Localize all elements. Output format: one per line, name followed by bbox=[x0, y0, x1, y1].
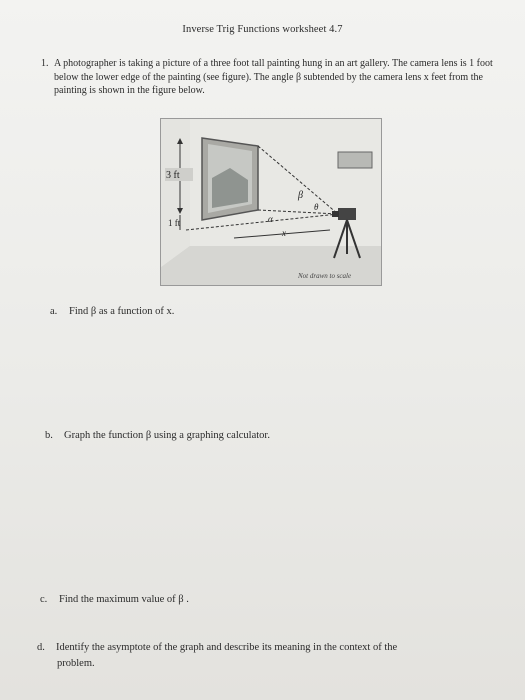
alpha-label: α bbox=[268, 214, 273, 224]
question-b-letter: b. bbox=[45, 430, 53, 441]
lens-offset-label: 1 ft bbox=[168, 218, 181, 228]
question-d-text-continued: problem. bbox=[57, 658, 95, 669]
worksheet-title: Inverse Trig Functions worksheet 4.7 bbox=[182, 24, 343, 35]
small-painting bbox=[338, 152, 372, 168]
scale-note: Not drawn to scale bbox=[298, 272, 352, 280]
question-b bbox=[45, 430, 270, 441]
question-d-text: Identify the asymptote of the graph and describe its meaning in the context of the bbox=[56, 642, 398, 653]
question-a bbox=[50, 306, 174, 317]
question-d-letter: d. bbox=[37, 642, 45, 653]
problem-1 bbox=[41, 57, 494, 98]
gallery-floor bbox=[160, 246, 382, 286]
distance-label: x bbox=[282, 228, 286, 238]
theta-label: θ bbox=[314, 202, 319, 212]
gallery-illustration bbox=[160, 118, 382, 286]
question-a-text: Find β as a function of x. bbox=[69, 306, 175, 317]
beta-label: β bbox=[298, 190, 303, 201]
question-c-text: Find the maximum value of β . bbox=[59, 594, 189, 605]
gallery-figure bbox=[160, 118, 382, 286]
question-c-letter: c. bbox=[40, 594, 48, 605]
camera-lens bbox=[332, 211, 339, 217]
painting-height-label: 3 ft bbox=[166, 170, 180, 181]
question-c bbox=[40, 594, 189, 605]
question-d bbox=[37, 640, 507, 672]
camera-body bbox=[338, 208, 356, 220]
question-b-text: Graph the function β using a graphing calculator. bbox=[64, 430, 270, 441]
problem-number: 1. bbox=[41, 58, 49, 69]
question-a-letter: a. bbox=[50, 306, 58, 317]
problem-text: A photographer is taking a picture of a three foot tall painting hung in an art gallery. The camera lens is 1 foot below the lower edge of the painting (see figure). The angle β subtended by the camera lens x feet from the painting is shown in the figure below. bbox=[54, 58, 493, 96]
